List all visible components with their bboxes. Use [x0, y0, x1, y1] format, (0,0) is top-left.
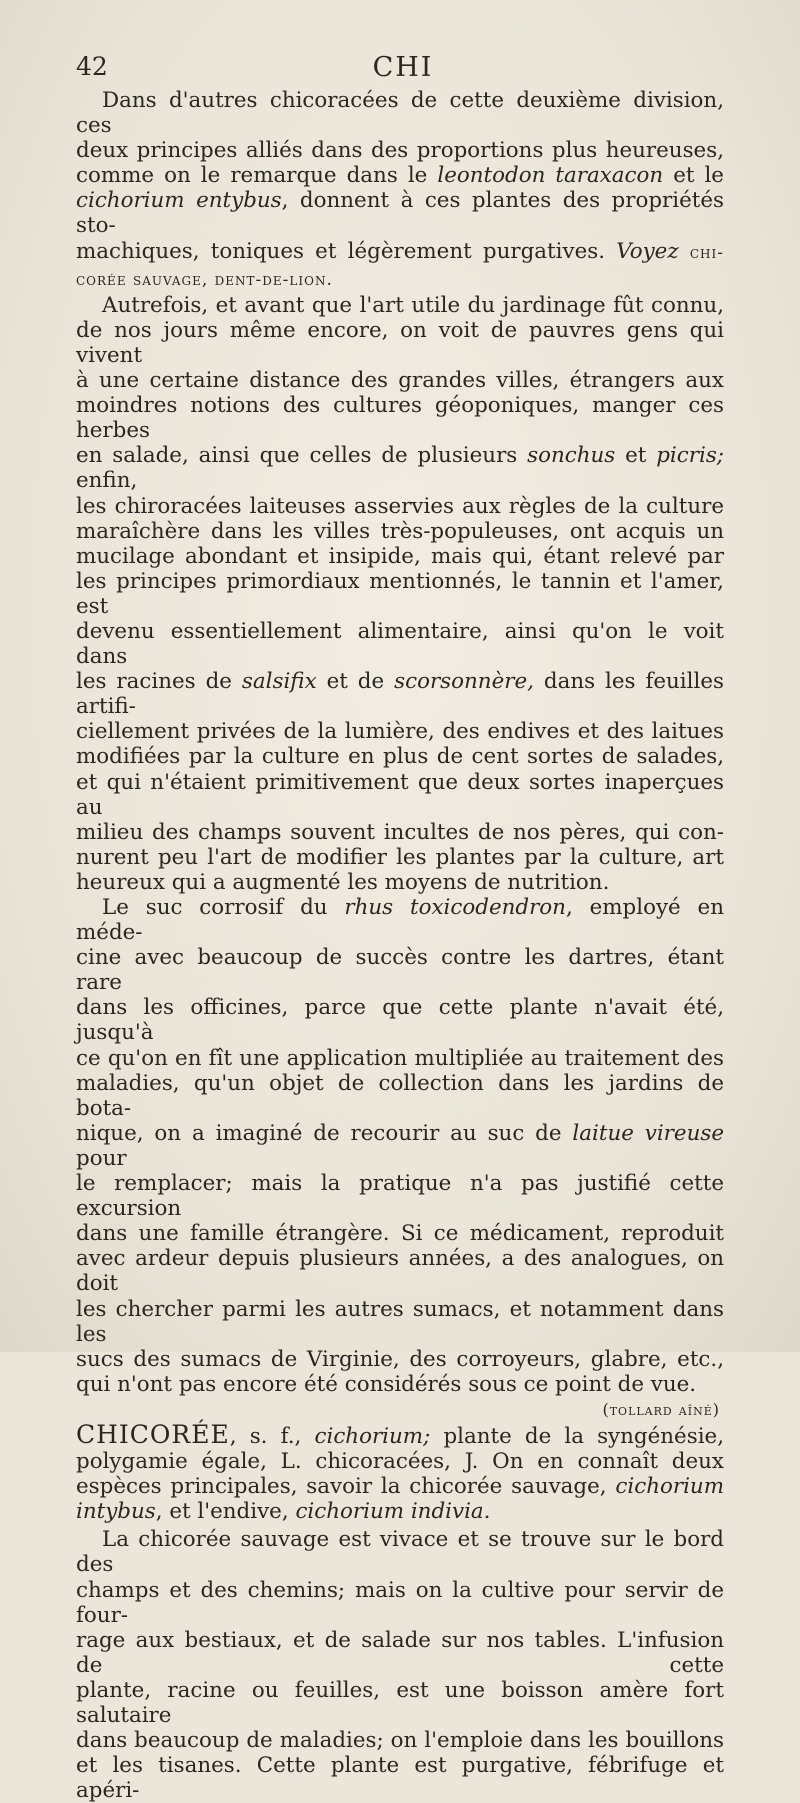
text-line: deux principes alliés dans des proportions plus heureuses,	[76, 138, 724, 164]
text-line: en salade, ainsi que celles de plusieurs sonchus et picris; enfin,	[76, 443, 724, 494]
text-line: nurent peu l'art de modifier les plantes par la culture, art	[76, 844, 724, 870]
page-number: 42	[76, 52, 108, 81]
text-line: champs et des chemins; mais on la cultive pour servir de four-	[76, 1577, 724, 1628]
author-signature: (tollard aîné)	[602, 1399, 720, 1419]
text-line: nique, on a imaginé de recourir au suc de laitue vireuse pour	[76, 1120, 724, 1171]
text-line: dans les officines, parce que cette plante n'avait été, jusqu'à	[76, 995, 724, 1046]
text-line: qui n'ont pas encore été considérés sous ce point de vue.	[76, 1371, 697, 1397]
text-line: ciellement privées de la lumière, des endives et des laitues	[76, 719, 724, 745]
text-line: heureux qui a augmenté les moyens de nutrition.	[76, 869, 610, 895]
text-line: milieu des champs souvent incultes de nos pères, qui con-	[76, 819, 724, 845]
text-line: maraîchère dans les villes très-populeuses, ont acquis un	[76, 518, 724, 544]
text-line: maladies, qu'un objet de collection dans les jardins de bota-	[76, 1070, 724, 1121]
text-line: rage aux bestiaux, et de salade sur nos tables. L'infusion de cette	[76, 1627, 724, 1678]
text-line: de nos jours même encore, on voit de pauvres gens qui vivent	[76, 317, 724, 368]
text-line: les chercher parmi les autres sumacs, et notamment dans les	[76, 1296, 724, 1347]
text-line: et les tisanes. Cette plante est purgative, fébrifuge et apéri-	[76, 1753, 724, 1803]
page-body	[76, 88, 724, 1803]
text-line: comme on le remarque dans le leontodon taraxacon et le	[76, 163, 724, 189]
running-title: CHI	[372, 52, 434, 83]
text-line: moindres notions des cultures géoponiques, manger ces herbes	[76, 393, 724, 444]
text-line: polygamie égale, L. chicoracées, J. On en connaît deux	[76, 1449, 724, 1475]
text-line: sucs des sumacs de Virginie, des corroyeurs, glabre, etc.,	[76, 1346, 724, 1372]
text-line: les principes primordiaux mentionnés, le tannin et l'amer, est	[76, 568, 724, 619]
text-line: et qui n'étaient primitivement que deux sortes inaperçues au	[76, 769, 724, 820]
text-line: dans une famille étrangère. Si ce médicament, reproduit	[76, 1221, 724, 1247]
text-line: mucilage abondant et insipide, mais qui, étant relevé par	[76, 543, 724, 569]
paragraph-1	[76, 88, 724, 293]
text-line: le remplacer; mais la pratique n'a pas justifié cette excursion	[76, 1171, 724, 1222]
text-line: machiques, toniques et légèrement purgatives. Voyez chi-	[76, 238, 724, 264]
text-line: La chicorée sauvage est vivace et se trouve sur le bord des	[76, 1527, 724, 1578]
text-line: devenu essentiellement alimentaire, ainsi qu'on le voit dans	[76, 618, 724, 670]
text-line: à une certaine distance des grandes villes, étrangers aux	[76, 368, 724, 394]
text-line: espèces principales, savoir la chicorée sauvage, cichorium	[76, 1474, 724, 1500]
text-line: modifiées par la culture en plus de cent sortes de salades,	[76, 744, 724, 770]
paragraph-4	[76, 1527, 724, 1803]
text-line: plante, racine ou feuilles, est une boisson amère fort salutaire	[76, 1677, 724, 1728]
text-line: intybus, et l'endive, cichorium indivia.	[76, 1499, 491, 1525]
text-line: avec ardeur depuis plusieurs années, a des analogues, on doit	[76, 1246, 724, 1297]
entry-headword: CHICORÉE	[76, 1419, 230, 1449]
text-line: dans beaucoup de maladies; on l'emploie dans les bouillons	[76, 1728, 724, 1754]
text-line: Autrefois, et avant que l'art utile du jardinage fût connu,	[102, 292, 724, 318]
paragraph-2	[76, 293, 724, 895]
text-line: Dans d'autres chicoracées de cette deuxième division, ces	[76, 88, 724, 139]
text-line: Le suc corrosif du rhus toxicodendron, employé en méde-	[76, 895, 724, 946]
text-line: les chiroracées laiteuses asservies aux règles de la culture	[76, 493, 724, 519]
text-line: CHICORÉE, s. f., cichorium; plante de la syngénésie,	[76, 1419, 724, 1449]
text-line: cine avec beaucoup de succès contre les dartres, étant rare	[76, 945, 724, 996]
text-line: cichorium entybus, donnent à ces plantes des propriétés sto-	[76, 188, 724, 239]
text-line: ce qu'on en fît une application multipliée au traitement des	[76, 1045, 724, 1071]
paragraph-3	[76, 895, 724, 1422]
text-line: corée sauvage, dent-de-lion.	[76, 269, 333, 290]
page-header	[76, 52, 770, 86]
entry-chicoree	[76, 1419, 724, 1525]
text-line: les racines de salsifix et de scorsonnère, dans les feuilles artifi-	[76, 669, 724, 720]
